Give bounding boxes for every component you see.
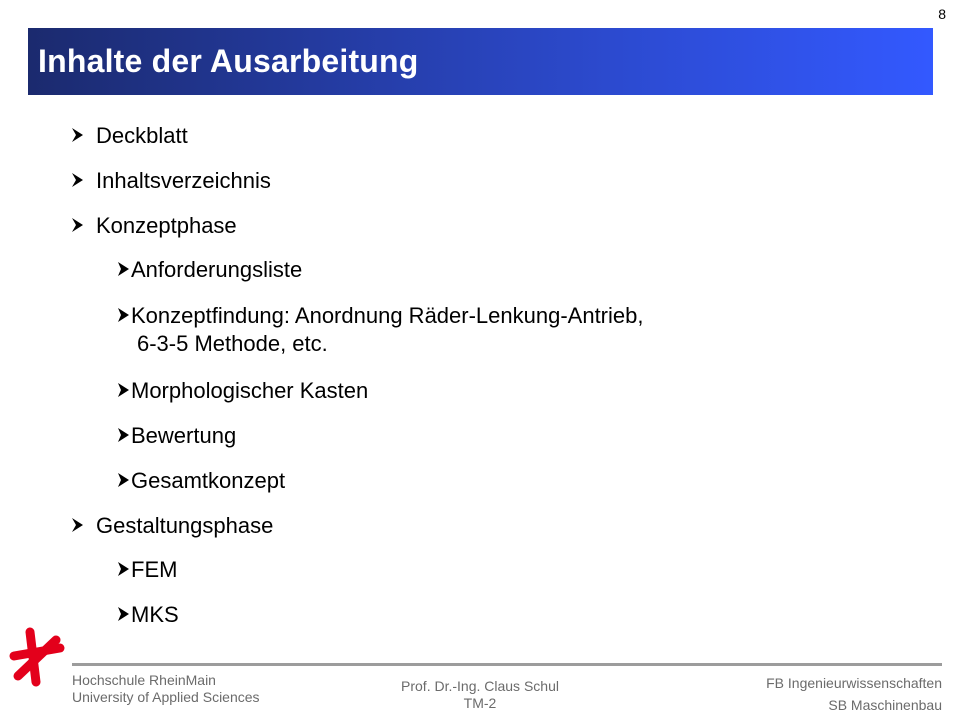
sub-bullet-item: [117, 256, 302, 284]
bullet-item: [70, 167, 271, 195]
sub-bullet-item: [117, 302, 643, 358]
footer-department-name: FB Ingenieurwissenschaften: [766, 675, 942, 691]
footer-institution-name: Hochschule RheinMain: [72, 672, 216, 688]
bullet-item: [70, 512, 273, 540]
sub-bullet-item: [117, 377, 368, 405]
bullet-arrow-icon: [70, 125, 96, 145]
bullet-arrow-icon: [70, 215, 96, 235]
footer-author: [380, 678, 580, 712]
bullet-arrow-icon: [117, 259, 131, 279]
bullet-text: Anforderungsliste: [131, 257, 303, 282]
slide-title: Inhalte der Ausarbeitung: [38, 43, 419, 79]
bullet-text: Inhaltsverzeichnis: [96, 168, 271, 193]
sub-bullet-item: [117, 601, 179, 629]
footer-program-name: SB Maschinenbau: [828, 697, 942, 713]
bullet-item: [70, 122, 188, 150]
sub-bullet-item: [117, 422, 236, 450]
bullet-text-continuation: 6-3-5 Methode, etc.: [137, 331, 328, 356]
bullet-arrow-icon: [117, 604, 131, 624]
bullet-text: Gestaltungsphase: [96, 513, 274, 538]
bullet-text: FEM: [131, 557, 178, 582]
sub-bullet-item: [117, 467, 285, 495]
footer-divider: [72, 663, 942, 666]
bullet-text: Konzeptfindung: Anordnung Räder-Lenkung-Antrieb,: [131, 303, 644, 328]
footer-department: [766, 672, 942, 716]
footer-course: TM-2: [463, 695, 497, 711]
bullet-arrow-icon: [117, 380, 131, 400]
footer-institution-subtitle: University of Applied Sciences: [72, 689, 260, 705]
hochschule-logo-icon: [8, 626, 68, 688]
footer-institution: [72, 672, 260, 706]
bullet-text: MKS: [131, 602, 179, 627]
bullet-arrow-icon: [70, 515, 96, 535]
sub-bullet-item: [117, 556, 177, 584]
slide-number: 8: [938, 6, 946, 22]
bullet-arrow-icon: [117, 470, 131, 490]
bullet-arrow-icon: [117, 305, 131, 325]
bullet-text: Gesamtkonzept: [131, 468, 286, 493]
bullet-text: Morphologischer Kasten: [131, 378, 369, 403]
bullet-item: [70, 212, 237, 240]
footer-author-name: Prof. Dr.-Ing. Claus Schul: [401, 678, 559, 694]
bullet-text: Deckblatt: [96, 123, 188, 148]
bullet-arrow-icon: [117, 559, 131, 579]
bullet-arrow-icon: [117, 425, 131, 445]
bullet-arrow-icon: [70, 170, 96, 190]
bullet-text: Bewertung: [131, 423, 237, 448]
bullet-text: Konzeptphase: [96, 213, 237, 238]
